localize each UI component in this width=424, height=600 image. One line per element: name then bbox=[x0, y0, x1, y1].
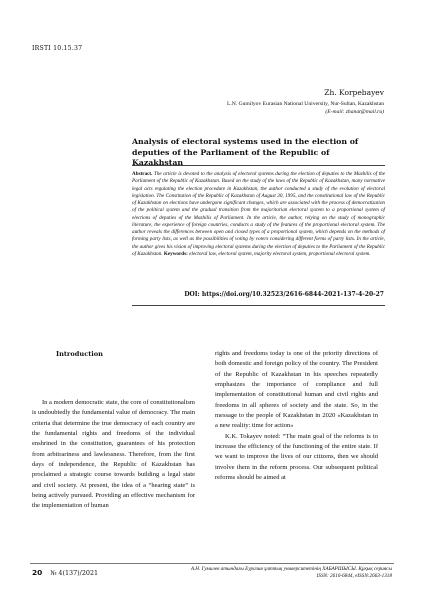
abstract-bottom-divider bbox=[132, 305, 385, 306]
body-paragraph: In a modern democratic state, the core of constitutionalism is undoubtedly the fundamental value of democracy. The main criteria that determine the true democracy of each country are the fundamental rights and freedoms of the individual enshrined in the constitution, guarantees of his protection from arbitrariness and lawlessness. Therefore, from the first days of independence, the Republic of Kazakhstan has proclaimed a strategic course towards building a legal state and civil society. At present, the idea of a “hearing state” is being actively pursued. Providing an effective mechanism for the implementation of human bbox=[32, 399, 195, 510]
abstract-top-divider bbox=[132, 165, 385, 166]
author-affiliation-block bbox=[227, 100, 384, 116]
abstract-block bbox=[132, 171, 385, 258]
footer-page-info bbox=[32, 568, 98, 577]
abstract-text: The article is devoted to the analysis of electoral systems during the election of deputies to the Mazhilis of the Parliament of the Republic of Kazakhstan. Based on the study of the laws of the Republic of Kazakhstan, many normative legal acts regulating the election procedure in Kazakhstan, the author conducted a study of the evolution of electoral legislation. The Constitution of the Republic of Kazakhstan of August 30, 1995, and the constitutional law of the Republic of Kazakhstan on elections have undergone significant changes, which are associated with the process of democratization of the political system and the gradual transition from the majoritarian electoral system to a proportional system of elections of deputies of the Mazhilis of Parliament. In the article, the author, relying on the study of monographic literature, the experience of foreign countries, conducts a study of the features of the proportional electoral system. The author reveals the differences between open and closed types of a proportional system, which depends on the methods of forming party lists, as well as the possibilities of voting by voters considering different forms of party lists. In the article, the author gives his vision of improving electoral systems during the election of deputies to the Parliament of the Republic of Kazakhstan. bbox=[132, 171, 385, 257]
author-affiliation: L.N. Gumilyov Eurasian National University, Nur-Sultan, Kazakhstan bbox=[226, 101, 384, 107]
keywords-text: electoral law, electoral system, majority electoral system, proportional electoral system. bbox=[189, 250, 371, 257]
journal-issn: ISSN: 2616-6844, eISSN:2663-1318 bbox=[316, 573, 392, 580]
issue-number: № 4(137)/2021 bbox=[50, 569, 99, 577]
journal-name: А.Н. Гумилев атындағы Еуразия ұлттық университетінің ХАБАРШЫСЫ. Құқық сериясы bbox=[190, 566, 392, 572]
keywords-label: Keywords: bbox=[163, 250, 188, 257]
page-number: 20 bbox=[32, 568, 43, 577]
section-heading-introduction: Introduction bbox=[56, 350, 103, 358]
abstract-label: Abstract. bbox=[132, 171, 153, 177]
doi-link[interactable]: DOI: https://doi.org/10.32523/2616-6844-2021-137-4-20-27 bbox=[184, 291, 384, 298]
author-name: Zh. Korpebayev bbox=[324, 88, 384, 97]
footer-journal-info bbox=[191, 566, 392, 580]
body-column-left bbox=[32, 398, 195, 512]
irsti-code: IRSTI 10.15.37 bbox=[32, 45, 83, 52]
body-paragraph: K.K. Tokayev noted: “The main goal of the reforms is to increase the efficiency of the functioning of the entire state. If we want to improve the lives of our citizens, then we should involve them in the reform process. Our subsequent political reforms should be aimed at bbox=[215, 432, 378, 482]
body-paragraph: rights and freedoms today is one of the priority directions of both domestic and foreign policy of the country. The President of the Republic of Kazakhstan in his speeches repeatedly emphasizes the importance of compliance and full implementation of constitutional human and civil rights and freedoms in all spheres of society and the state. So, in the message to the people of Kazakhstan in 2020 «Kazakhstan in a new reality: time for action» bbox=[215, 350, 378, 430]
footer-divider bbox=[30, 563, 394, 564]
body-column-right bbox=[215, 349, 378, 483]
article-title: Analysis of electoral systems used in the election of deputies of the Parliament of the Republic of Kazakhstan bbox=[132, 137, 359, 167]
author-email: (E-mail: zhanat@mail.ru) bbox=[325, 109, 384, 115]
